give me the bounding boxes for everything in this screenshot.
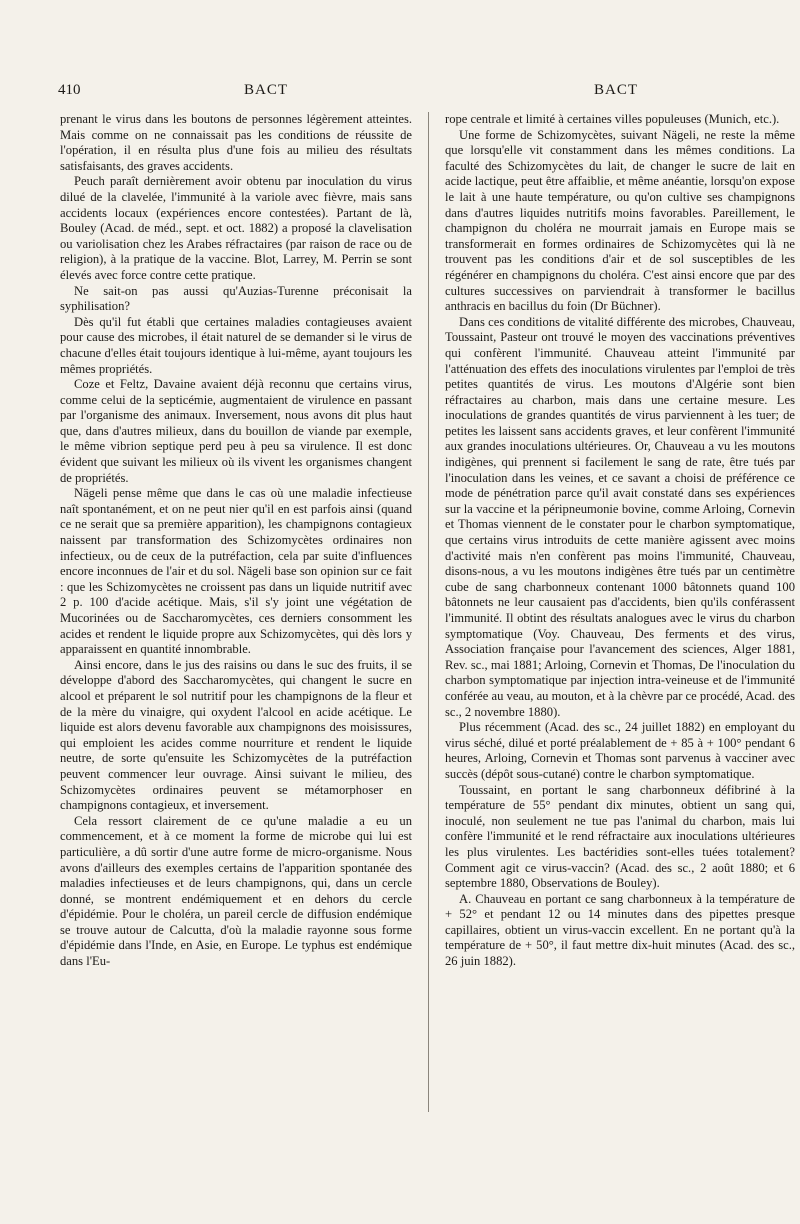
right-column (445, 112, 795, 970)
paragraph: rope centrale et limité à certaines villes populeuses (Munich, etc.). (445, 112, 780, 126)
paragraph: prenant le virus dans les boutons de personnes légèrement atteintes. Mais comme on ne connaissait pas les conditions de réussite de l'opération, il en résulta plus d'une fois au milieu des résultats satisfaisants, des graves accidents. (60, 112, 412, 173)
paragraph: Coze et Feltz, Davaine avaient déjà reconnu que certains virus, comme celui de la septicémie, augmentaient de virulence en passant par l'organisme des animaux. Inversement, nous avons dit plus haut que, dans d'autres milieux, dans du bouillon de viande par exemple, le même vibrion septique perd peu à peu sa virulence. Il est donc évident que suivant les milieux où ils vivent les organismes changent de propriétés. (60, 377, 412, 485)
page-number: 410 (58, 82, 81, 98)
paragraph: Ainsi encore, dans le jus des raisins ou dans le suc des fruits, il se développe d'abord des Saccharomycètes, qui changent le sucre en alcool et préparent le sol nutritif pour les champignons de la fleur et de la mère du vinaigre, qui oxydent l'alcool en acide acétique. Le liquide est alors devenu favorable aux champignons des moisissures, qui emploient les acides comme nourriture et rendent le liquide neutre, de sorte qu'ensuite les Schizomycètes de la putréfaction peuvent commencer leur ouvrage. Ainsi suivant le milieu, des Schizomycètes ordinaires peuvent se métamorphoser en champignons contagieux, et inversement. (60, 657, 412, 813)
paragraph: A. Chauveau en portant ce sang charbonneux à la température de + 52° et pendant 12 ou 14 minutes dans des pipettes presque capillaires, obtient un virus-vaccin excellent. En ne portant qu'à la température de + 50°, il faut mettre dix-huit minutes (Acad. des sc., 26 juin 1882). (445, 891, 795, 969)
running-head-left: BACT (244, 82, 289, 98)
left-column (60, 112, 412, 970)
page-header (58, 82, 758, 104)
paragraph: Dès qu'il fut établi que certaines maladies contagieuses avaient pour cause des microbes, il était naturel de se demander si le virus de chacune d'elles était toujours identique à lui-même, ayant toujours les mêmes propriétés. (60, 314, 412, 376)
paragraph: Ne sait-on pas aussi qu'Auzias-Turenne préconisait la syphilisation? (60, 283, 412, 314)
paragraph: Cela ressort clairement de ce qu'une maladie a eu un commencement, et à ce moment la forme de microbe qui lui est particulière, a dû sortir d'une autre forme de micro-organisme. Nous avons d'ailleurs des exemples certains de l'apparition spontanée des maladies infectieuses et de leurs champignons, qui, dans un cercle donné, se montrent endémiquement et en dehors du cercle d'épidémie. Pour le choléra, un pareil cercle de diffusion endémique se trouve autour de Calcutta, d'où la maladie rayonne sous forme d'épidémie dans l'Inde, en Asie, en Europe. Le typhus est endémique dans l'Eu- (60, 813, 412, 969)
paragraph: Toussaint, en portant le sang charbonneux défibriné à la température de 55° pendant dix minutes, obtient un sang qui, inoculé, non seulement ne tue pas l'animal du charbon, mais lui confère l'immunité et le rend réfractaire aux inoculations ultérieures les plus virulentes. Les bactéridies sont-elles tuées totalement? Comment agit ce virus-vaccin? (Acad. des sc., 2 août 1880; et 6 septembre 1880, Observations de Bouley). (445, 782, 795, 891)
paragraph: Dans ces conditions de vitalité différente des microbes, Chauveau, Toussaint, Pasteur ont trouvé le moyen des vaccinations préventives qui confèrent l'immunité. Chauveau atteint l'immunité par l'atténuation des effets des inoculations virulentes par l'emploi de très petites quantités de virus. Les moutons d'Algérie sont bien réfractaires au charbon, mais dans une certaine mesure. Les inoculations de grandes quantités de virus parviennent à les tuer; de petites les laissent sans accidents graves, et leur confèrent l'immunité aux grandes inoculations ultérieures. Or, Chauveau a vu les moutons indigènes, qui prennent si facilement le sang de rate, être tués par l'inoculation dans les veines, et ce savant a choisi de préférence ce mode de pénétration parce qu'il avait constaté dans ses expériences sur la vaccine et la péripneumonie bovine, comme Arloing, Cornevin et Thomas viennent de le constater pour le charbon symptomatique, que certains virus introduits de cette manière agissent avec moins d'activité mais n'en confèrent pas moins l'immunité, Chauveau, disons-nous, a vu les moutons indigènes être tués par un centimètre cube de sang charbonneux contenant 1000 bâtonnets quand 100 bâtonnets ne leur causaient pas d'accidents, bien qu'ils conférassent l'immunité. Il obtint des résultats analogues avec le virus du charbon symptomatique (Voy. Chauveau, Des ferments et des virus, Association française pour l'avancement des sciences, Alger 1881, Rev. sc., mai 1881; Arloing, Cornevin et Thomas, De l'inoculation du charbon symptomatique par injection intra-veineuse et de l'immunité conférée au veau, au mouton, et à la chèvre par ce procédé, Acad. des sc., 2 novembre 1880). (445, 314, 795, 719)
running-head-right: BACT (594, 82, 639, 98)
paragraph: Une forme de Schizomycètes, suivant Nägeli, ne reste la même que lorsqu'elle vit constamment dans les mêmes conditions. La faculté des Schizomycètes du lait, de changer le sucre de lait en acide lactique, peut être affaiblie, et même anéantie, lorsqu'on expose le lait à une haute température, ou qu'on cultive ses champignons dans d'autres liquides nutritifs moins favorables. Pareillement, le champignon du choléra ne mourrait jamais en Europe mais se transformerait en formes ordinaires de Schizomycètes qui là ne trouvent pas les conditions d'air et de sol susceptibles de les régénérer en champignons du choléra. C'est ainsi encore que par des cultures successives on parviendrait à transformer le bacillus anthracis en bacillus du foin (Dr Büchner). (445, 127, 795, 314)
paragraph: Peuch paraît dernièrement avoir obtenu par inoculation du virus dilué de la clavelée, l'immunité à la variole avec fièvre, mais sans accidents locaux (expériences encore contestées). Partant de là, Bouley (Acad. de méd., sept. et oct. 1882) a proposé la clavelisation ou variolisation chez les Arabes réfractaires (par raison de race ou de religion), à la pratique de la vaccine. Blot, Larrey, M. Perrin se sont élevés avec force contre cette pratique. (60, 174, 412, 282)
paragraph: Nägeli pense même que dans le cas où une maladie infectieuse naît spontanément, et on ne peut nier qu'il en est parfois ainsi (quand ce ne serait que sa première apparition), les champignons contagieux naissent par transformation des Schizomycètes ordinaires non infectieux, ou de ceux de la putréfaction, cela par suite d'influences encore inconnues de l'air et du sol. Nägeli base son opinion sur ce fait : que les Schizomycètes ne croissent pas dans un liquide nutritif avec 2 p. 100 d'acide acétique. Mais, s'il s'y joint une végétation de Mucorinées ou de Saccharomycètes, ces derniers consomment les acides et rendent le liquide propre aux Schizomycètes, qui dès lors y apparaissent en quantité innombrable. (60, 486, 412, 657)
column-divider (428, 112, 429, 1112)
paragraph: Plus récemment (Acad. des sc., 24 juillet 1882) en employant du virus séché, dilué et porté préalablement de + 85 à + 100° pendant 6 heures, Arloing, Cornevin et Thomas sont parvenus à vacciner avec succès (dépôt sous-cutané) contre le charbon symptomatique. (445, 720, 795, 781)
